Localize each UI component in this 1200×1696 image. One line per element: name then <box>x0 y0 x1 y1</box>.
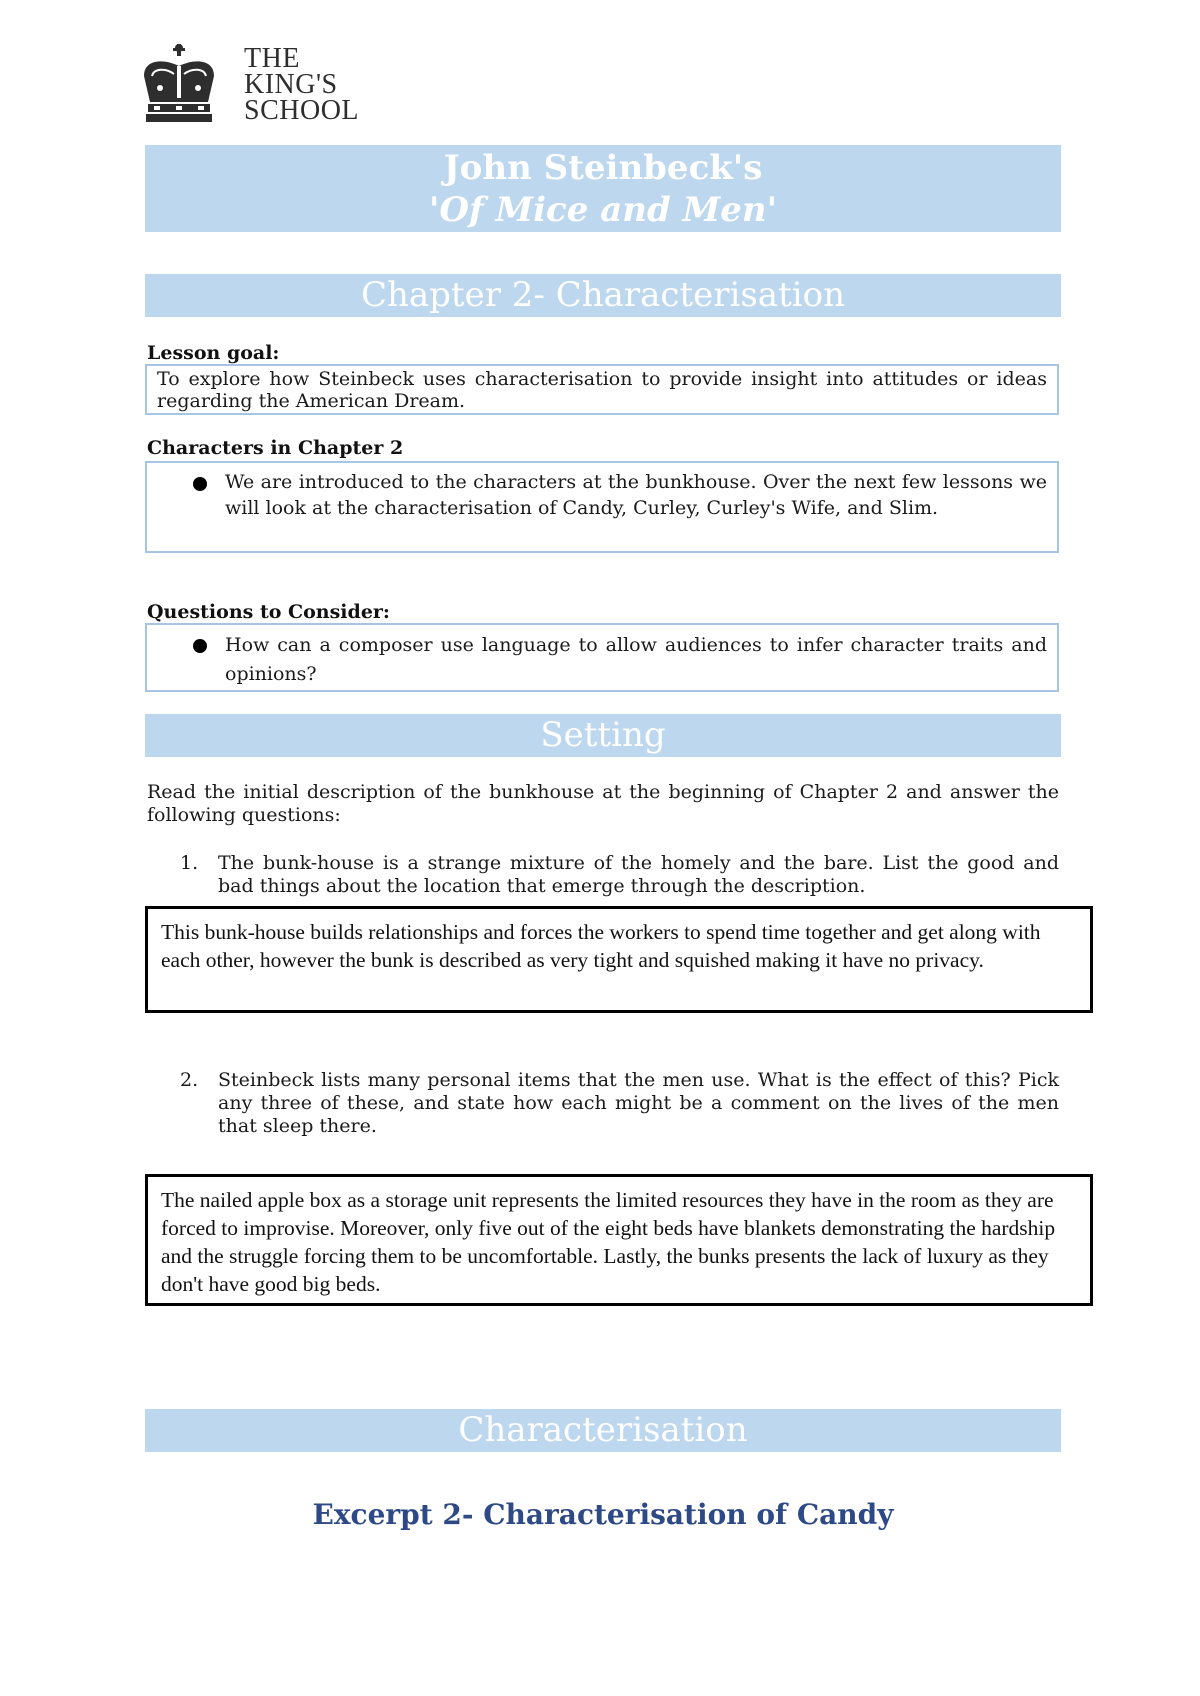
bullet-icon <box>193 477 207 491</box>
logo-wordmark <box>244 43 360 126</box>
question-1 <box>180 852 1059 898</box>
questions-text: How can a composer use language to allow audiences to infer character traits and opinions? <box>225 634 1047 685</box>
characters-box <box>145 461 1059 553</box>
list-item <box>147 463 1057 525</box>
question-2-text: Steinbeck lists many personal items that the men use. What is the effect of this? Pick any three of these, and state how each might be a comment on the lives of the men that sleep there. <box>218 1069 1059 1137</box>
logo-line-2: KING'S <box>244 69 338 100</box>
answer-2-box[interactable] <box>145 1174 1093 1306</box>
answer-1-text: This bunk-house builds relationships and forces the workers to spend time together and get along with each other, however the bunk is described as very tight and squished making it have no privacy. <box>161 920 1041 972</box>
school-logo <box>138 42 378 128</box>
setting-heading: Setting <box>145 714 1061 757</box>
logo-line-3: SCHOOL <box>244 95 360 126</box>
setting-intro: Read the initial description of the bunkhouse at the beginning of Chapter 2 and answer the following questions: <box>147 781 1059 826</box>
question-2-number: 2. <box>180 1069 199 1091</box>
logo-line-1: THE <box>244 43 300 74</box>
title-banner <box>145 145 1061 232</box>
lesson-goal-text: To explore how Steinbeck uses characterisation to provide insight into attitudes or ideas regarding the American Dream. <box>157 368 1047 412</box>
title-line-2: 'Of Mice and Men' <box>429 190 777 230</box>
question-1-text: The bunk-house is a strange mixture of the homely and the bare. List the good and bad things about the location that emerge through the description. <box>218 852 1059 897</box>
characterisation-heading: Characterisation <box>145 1409 1061 1452</box>
question-2 <box>180 1069 1059 1138</box>
questions-label: Questions to Consider: <box>147 601 390 623</box>
title-line-1: John Steinbeck's <box>443 148 763 188</box>
answer-2-text: The nailed apple box as a storage unit represents the limited resources they have in the room as they are forced to improvise. Moreover, only five out of the eight beds have blankets demonstrating the hardship and the struggle forcing them to be uncomfortable. Lastly, the bunks presents the lack of luxury as they don't have good big beds. <box>161 1188 1056 1296</box>
question-1-number: 1. <box>180 852 199 874</box>
answer-1-box[interactable] <box>145 906 1093 1013</box>
crown-icon <box>138 42 220 126</box>
list-item <box>147 625 1057 693</box>
excerpt-heading: Excerpt 2- Characterisation of Candy <box>312 1498 894 1531</box>
characters-label: Characters in Chapter 2 <box>147 437 404 459</box>
bullet-icon <box>193 639 207 653</box>
questions-box <box>145 623 1059 692</box>
chapter-heading: Chapter 2- Characterisation <box>145 274 1061 317</box>
lesson-goal-label: Lesson goal: <box>147 342 280 364</box>
characters-text: We are introduced to the characters at the bunkhouse. Over the next few lessons we will look at the characterisation of Candy, Curley, Curley's Wife, and Slim. <box>225 471 1047 519</box>
lesson-goal-box <box>145 364 1059 415</box>
